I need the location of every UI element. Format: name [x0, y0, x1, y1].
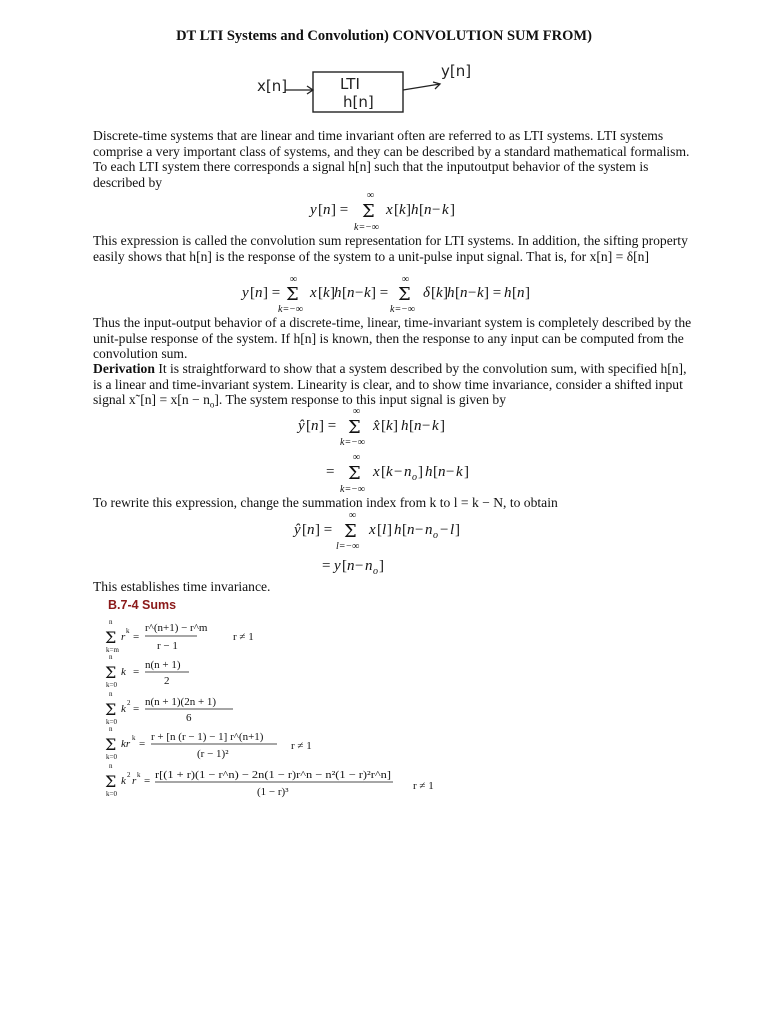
svg-text:]: ]	[393, 418, 398, 434]
svg-text:=: =	[144, 775, 151, 787]
svg-text:] =: ] =	[371, 285, 389, 301]
svg-text:n: n	[517, 285, 525, 301]
paragraph-sifting: This expression is called the convolution sum representation for LTI systems. In addition, the sifting property easily shows that h[n] is the response of the system to a unit-pulse input signal. That is, for x[n] = δ[n]	[93, 233, 688, 264]
svg-text:x: x	[310, 285, 317, 301]
svg-text:k: k	[137, 771, 141, 779]
svg-text:x̂: x̂	[373, 418, 380, 434]
svg-text:−: −	[468, 285, 477, 301]
svg-text:h: h	[411, 202, 419, 218]
svg-text:k: k	[477, 285, 484, 301]
svg-text:Σ: Σ	[362, 201, 375, 222]
derivation-subscript: o	[209, 399, 215, 410]
svg-text:Σ: Σ	[105, 772, 117, 791]
sums-heading: B.7-4 Sums	[108, 598, 177, 612]
svg-text:]: ]	[418, 464, 423, 480]
svg-text:−: −	[446, 464, 455, 480]
svg-text:n: n	[438, 464, 446, 480]
svg-text:Σ: Σ	[286, 284, 299, 305]
sum-formulas	[105, 618, 465, 813]
svg-text:k=0: k=0	[106, 753, 117, 761]
svg-text:n: n	[255, 285, 263, 301]
svg-text:k: k	[126, 627, 130, 635]
paragraph-behavior: Thus the input-output behavior of a discrete-time, linear, time-invariant system is completely described by the unit-pulse response of the system. If h[n] is known, then the response to any input can be computed from the convolution sum.	[93, 315, 692, 362]
svg-text:r^(n+1) − r^m: r^(n+1) − r^m	[145, 622, 208, 634]
svg-text:n: n	[311, 418, 319, 434]
svg-text:(r − 1)²: (r − 1)²	[197, 748, 229, 760]
svg-text:[: [	[402, 522, 407, 538]
svg-text:2: 2	[127, 699, 131, 707]
svg-text:k: k	[132, 734, 136, 742]
svg-text:r ≠ 1: r ≠ 1	[233, 631, 254, 643]
svg-text:l: l	[382, 522, 387, 538]
svg-text:n: n	[323, 202, 331, 218]
sum-formula-5	[105, 762, 434, 798]
paragraph-derivation	[93, 361, 693, 414]
svg-text:o: o	[433, 530, 438, 541]
svg-text:=: =	[139, 738, 146, 750]
svg-text:=: =	[326, 464, 335, 480]
svg-text:=: =	[133, 666, 140, 678]
equation-convolution-sum	[310, 192, 480, 239]
svg-text:2: 2	[164, 675, 170, 687]
svg-text:[: [	[433, 464, 438, 480]
svg-text:−: −	[355, 558, 364, 574]
svg-text:k=0: k=0	[106, 718, 117, 726]
svg-text:k=−∞: k=−∞	[340, 437, 366, 448]
svg-text:n: n	[414, 418, 422, 434]
svg-text:n: n	[404, 464, 412, 480]
svg-text:]: ]	[440, 418, 445, 434]
equation-shifted-response	[298, 408, 478, 501]
svg-text:k: k	[121, 666, 126, 678]
svg-text:r ≠ 1: r ≠ 1	[291, 740, 312, 752]
svg-text:n: n	[347, 285, 355, 301]
svg-text:] =: ] =	[484, 285, 502, 301]
sum-formula-1	[105, 618, 254, 654]
paragraph-intro: Discrete-time systems that are linear and time invariant often are referred to as LTI systems. LTI systems comprise a very important class of systems, and they can be described by a standard mathematical formalism. To each LTI system there corresponds a signal h[n] such that the inputoutput behavior of the system is described by	[93, 128, 690, 190]
svg-text:−: −	[422, 418, 431, 434]
svg-text:k: k	[399, 202, 406, 218]
svg-text:[: [	[302, 522, 307, 538]
svg-text:o: o	[412, 472, 417, 483]
svg-text:n: n	[365, 558, 373, 574]
svg-text:k=m: k=m	[106, 646, 119, 654]
svg-text:r − 1: r − 1	[157, 640, 178, 652]
svg-text:]: ]	[406, 202, 411, 218]
svg-text:[: [	[381, 464, 386, 480]
svg-text:] =: ] =	[263, 285, 281, 301]
svg-text:[: [	[342, 558, 347, 574]
sum-formula-4	[105, 725, 312, 761]
svg-text:r: r	[121, 631, 126, 643]
diagram-output-label: y[n]	[441, 62, 472, 80]
svg-text:]: ]	[464, 464, 469, 480]
svg-text:[: [	[318, 285, 323, 301]
svg-text:k=−∞: k=−∞	[354, 222, 380, 233]
svg-text:2: 2	[127, 771, 131, 779]
svg-text:Σ: Σ	[348, 417, 361, 438]
sum-formula-3	[105, 690, 233, 726]
svg-text:[: [	[250, 285, 255, 301]
svg-text:] =: ] =	[315, 522, 333, 538]
svg-text:x: x	[369, 522, 376, 538]
svg-text:]: ]	[455, 522, 460, 538]
svg-text:[: [	[381, 418, 386, 434]
svg-text:r: r	[132, 775, 137, 787]
svg-text:l: l	[450, 522, 455, 538]
svg-text:]: ]	[387, 522, 392, 538]
svg-text:]: ]	[450, 202, 455, 218]
svg-text:]: ]	[330, 285, 335, 301]
page-title: DT LTI Systems and Convolution) CONVOLUTION SUM FROM)	[176, 28, 592, 44]
svg-text:n: n	[407, 522, 415, 538]
diagram-box-impulse: h[n]	[343, 93, 374, 111]
svg-text:h: h	[394, 522, 402, 538]
svg-text:k=0: k=0	[106, 681, 117, 689]
svg-text:h: h	[401, 418, 409, 434]
svg-text:k: k	[364, 285, 371, 301]
svg-text:n(n + 1)(2n + 1): n(n + 1)(2n + 1)	[145, 696, 217, 708]
svg-text:Σ: Σ	[348, 463, 361, 484]
svg-text:=: =	[322, 558, 331, 574]
svg-text:=: =	[133, 631, 140, 643]
svg-text:∞: ∞	[353, 452, 361, 463]
svg-text:]: ]	[379, 558, 384, 574]
svg-text:Σ: Σ	[105, 663, 117, 682]
svg-text:k: k	[121, 775, 126, 787]
svg-text:−: −	[440, 522, 449, 538]
equation-time-invariance	[294, 512, 484, 583]
svg-text:Σ: Σ	[105, 628, 117, 647]
svg-text:] =: ] =	[319, 418, 337, 434]
derivation-label: Derivation	[93, 361, 155, 376]
svg-text:k: k	[386, 464, 393, 480]
svg-text:Σ: Σ	[105, 735, 117, 754]
svg-text:n: n	[347, 558, 355, 574]
svg-text:[: [	[342, 285, 347, 301]
svg-text:k: k	[436, 285, 443, 301]
derivation-text: It is straightforward to show that a system described by the convolution sum, with specified h[n], is a linear and time-invariant system. Linearity is clear, and to show time invariance, consider a shifted input signal x˜[n] = x[n − n	[93, 361, 687, 408]
svg-text:n: n	[425, 522, 433, 538]
svg-text:ŷ: ŷ	[294, 522, 301, 538]
svg-text:n: n	[109, 690, 113, 698]
svg-text:δ: δ	[423, 285, 430, 301]
svg-text:[: [	[394, 202, 399, 218]
svg-text:Σ: Σ	[398, 284, 411, 305]
svg-text:y: y	[310, 202, 317, 218]
diagram-box-label: LTI	[340, 75, 360, 93]
svg-text:n: n	[109, 618, 113, 626]
svg-text:k: k	[323, 285, 330, 301]
svg-text:6: 6	[186, 712, 192, 724]
svg-text:k: k	[121, 703, 126, 715]
svg-text:h: h	[334, 285, 342, 301]
svg-text:k=−∞: k=−∞	[278, 304, 304, 315]
svg-text:x: x	[373, 464, 380, 480]
svg-text:n: n	[424, 202, 432, 218]
svg-text:[: [	[512, 285, 517, 301]
svg-text:k: k	[442, 202, 449, 218]
svg-text:r[(1 + r)(1 − r^n) − 2n(1 − r): r[(1 + r)(1 − r^n) − 2n(1 − r)r^n − n²(1 − r)²r^n]	[155, 769, 391, 781]
svg-text:y: y	[334, 558, 341, 574]
svg-text:[: [	[455, 285, 460, 301]
svg-text:−: −	[355, 285, 364, 301]
svg-text:[: [	[377, 522, 382, 538]
svg-text:−: −	[432, 202, 441, 218]
svg-text:(1 − r)³: (1 − r)³	[257, 786, 289, 798]
svg-text:∞: ∞	[290, 274, 298, 285]
paragraph-conclusion: This establishes time invariance.	[93, 579, 271, 594]
sum-formula-2	[105, 653, 189, 689]
svg-text:x: x	[386, 202, 393, 218]
svg-text:Σ: Σ	[105, 700, 117, 719]
diagram-input-label: x[n]	[257, 77, 288, 95]
svg-text:n: n	[460, 285, 468, 301]
svg-text:k: k	[456, 464, 463, 480]
svg-text:n: n	[307, 522, 315, 538]
svg-text:l=−∞: l=−∞	[336, 541, 360, 552]
svg-text:[: [	[431, 285, 436, 301]
svg-text:ŷ: ŷ	[298, 418, 305, 434]
svg-text:y: y	[242, 285, 249, 301]
svg-text:h: h	[447, 285, 455, 301]
svg-text:Σ: Σ	[344, 521, 357, 542]
svg-text:k: k	[386, 418, 393, 434]
svg-text:n: n	[109, 762, 113, 770]
svg-text:[: [	[318, 202, 323, 218]
svg-text:h: h	[504, 285, 512, 301]
svg-text:] =: ] =	[331, 202, 349, 218]
paragraph-rewrite: To rewrite this expression, change the summation index from k to l = k − N, to obtain	[93, 495, 558, 510]
svg-text:]: ]	[525, 285, 530, 301]
svg-text:∞: ∞	[367, 190, 375, 201]
svg-text:k=−∞: k=−∞	[390, 304, 416, 315]
svg-text:kr: kr	[121, 738, 131, 750]
svg-text:o: o	[373, 566, 378, 577]
svg-text:n(n + 1): n(n + 1)	[145, 659, 181, 671]
svg-text:∞: ∞	[349, 510, 357, 521]
svg-text:n: n	[109, 725, 113, 733]
svg-text:r + [n (r − 1) − 1] r^(n+1): r + [n (r − 1) − 1] r^(n+1)	[151, 731, 264, 743]
svg-text:]: ]	[443, 285, 448, 301]
svg-text:∞: ∞	[402, 274, 410, 285]
svg-text:∞: ∞	[353, 406, 361, 417]
svg-text:n: n	[109, 653, 113, 661]
svg-text:[: [	[409, 418, 414, 434]
svg-text:=: =	[133, 703, 140, 715]
svg-text:[: [	[419, 202, 424, 218]
svg-text:k: k	[432, 418, 439, 434]
svg-text:−: −	[394, 464, 403, 480]
derivation-text-end: ]. The system response to this input signal is given by	[214, 392, 507, 408]
lti-block-diagram	[255, 60, 495, 120]
svg-text:k=−∞: k=−∞	[340, 484, 366, 495]
svg-text:h: h	[425, 464, 433, 480]
svg-text:[: [	[306, 418, 311, 434]
svg-text:−: −	[415, 522, 424, 538]
svg-text:r ≠ 1: r ≠ 1	[413, 780, 434, 792]
svg-text:k=0: k=0	[106, 790, 117, 798]
